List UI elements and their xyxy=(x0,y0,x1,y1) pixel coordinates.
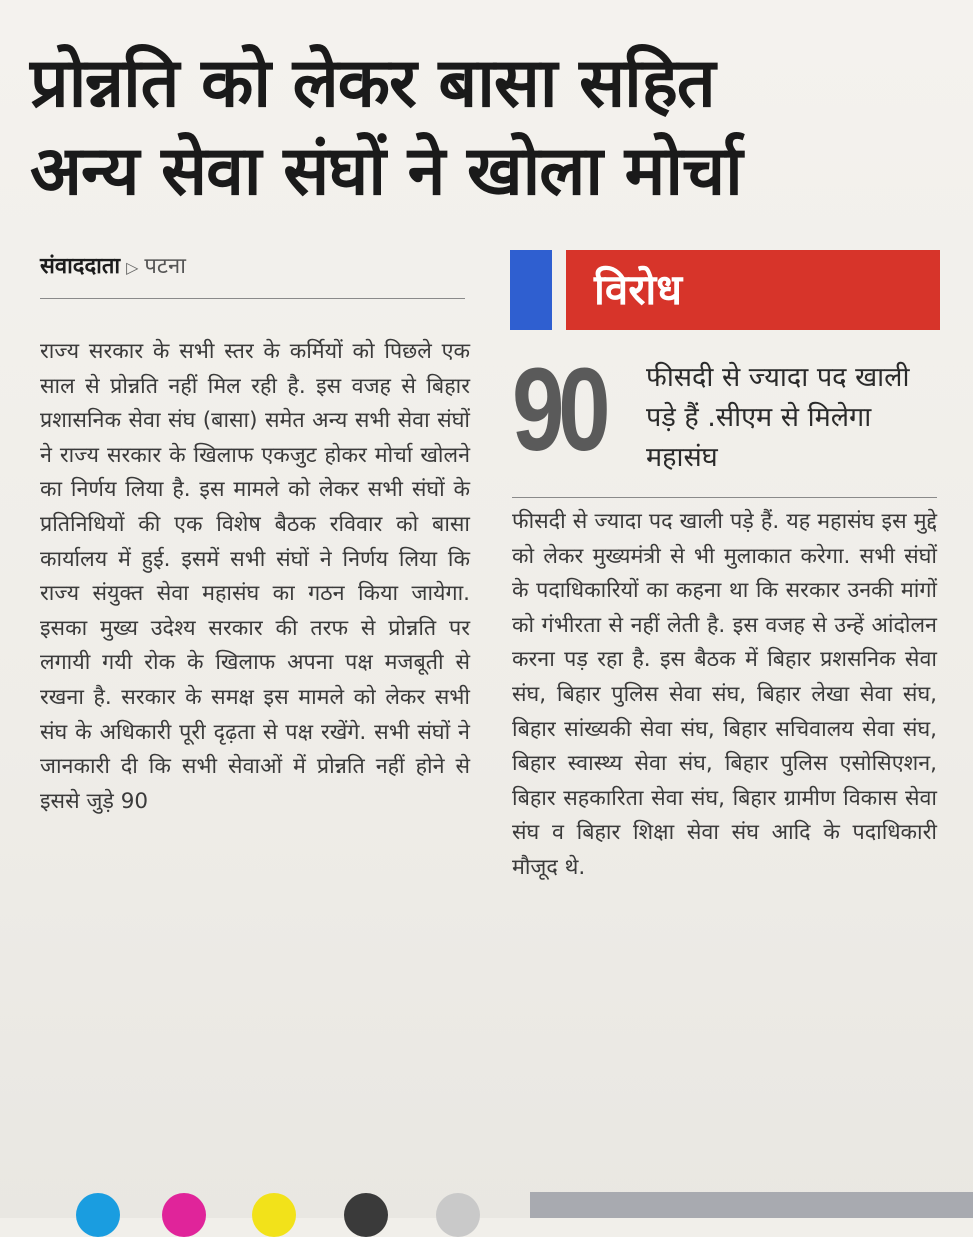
highlight-text: फीसदी से ज्यादा पद खाली पड़े हैं .सीएम से मिलेगा महासंघ xyxy=(646,362,910,473)
byline xyxy=(40,250,186,280)
body-text-right: फीसदी से ज्यादा पद खाली पड़े हैं. यह महासंघ इस मुद्दे को लेकर मुख्यमंत्री से भी मुलाकात करेगा. सभी संघों के पदाधिकारियों का कहना था कि सरकार उनकी मांगों को गंभीरता से नहीं लेती है. इस वजह से उन्हें आंदोलन करना पड़ रहा है. इस बैठक में बिहार प्रशसनिक सेवा संघ, बिहार पुलिस सेवा संघ, बिहार लेखा सेवा संघ, बिहार सांख्यकी सेवा संघ, बिहार सचिवालय सेवा संघ, बिहार स्वास्थ्य सेवा संघ, बिहार पुलिस एसोसिएशन, बिहार सहकारिता सेवा संघ, बिहार ग्रामीण विकास सेवा संघ व बिहार शिक्षा सेवा संघ आदि के पदाधिकारी मौजूद थे. xyxy=(512,509,937,880)
play-arrow-icon: ▷ xyxy=(126,258,139,277)
body-text-left: राज्य सरकार के सभी स्तर के कर्मियों को पिछले एक साल से प्रोन्नति नहीं मिल रही है. इस वजह से बिहार प्रशासनिक सेवा संघ (बासा) समेत अन्य सभी सेवा संघों ने राज्य सरकार के खिलाफ एकजुट होकर मोर्चा खोलने का निर्णय लिया है. इस मामले को लेकर सभी संघों के प्रतिनिधियों की एक विशेष बैठक रविवार को बासा कार्यालय में हुई. इसमें सभी संघों ने निर्णय लिया कि राज्य संयुक्त सेवा महासंघ का गठन किया जायेगा. इसका मुख्य उदेश्य सरकार की तरफ से प्रोन्नति पर लगायी गयी रोक के खिलाफ अपना पक्ष मजबूती से रखना है. सरकार के समक्ष इस मामले को लेकर सभी संघ के अधिकारी पूरी दृढ़ता से पक्ष रखेंगे. सभी संघों ने जानकारी दी कि सभी सेवाओं में प्रोन्नति नहीं होने से इससे जुड़े 90 xyxy=(40,339,470,814)
headline-line-2: अन्य सेवा संघों ने खोला मोर्चा xyxy=(30,132,742,211)
highlight-divider xyxy=(512,497,937,498)
article-column-left xyxy=(40,335,470,819)
bottom-gray-bar xyxy=(530,1192,973,1218)
headline-line-1: प्रोन्नति को लेकर बासा सहित xyxy=(30,44,715,123)
byline-author: संवाददाता xyxy=(40,254,121,279)
yellow-registration-dot xyxy=(252,1193,296,1237)
banner-color-block xyxy=(510,250,552,330)
byline-location: पटना xyxy=(144,254,186,279)
headline xyxy=(30,40,950,216)
byline-divider xyxy=(40,298,465,299)
section-banner xyxy=(566,250,940,330)
banner-label: विरोध xyxy=(594,265,683,314)
black-registration-dot xyxy=(344,1193,388,1237)
gray-registration-dot xyxy=(436,1193,480,1237)
cyan-registration-dot xyxy=(76,1193,120,1237)
magenta-registration-dot xyxy=(162,1193,206,1237)
article-column-right xyxy=(512,505,937,886)
highlight-number: 90 xyxy=(512,344,605,476)
